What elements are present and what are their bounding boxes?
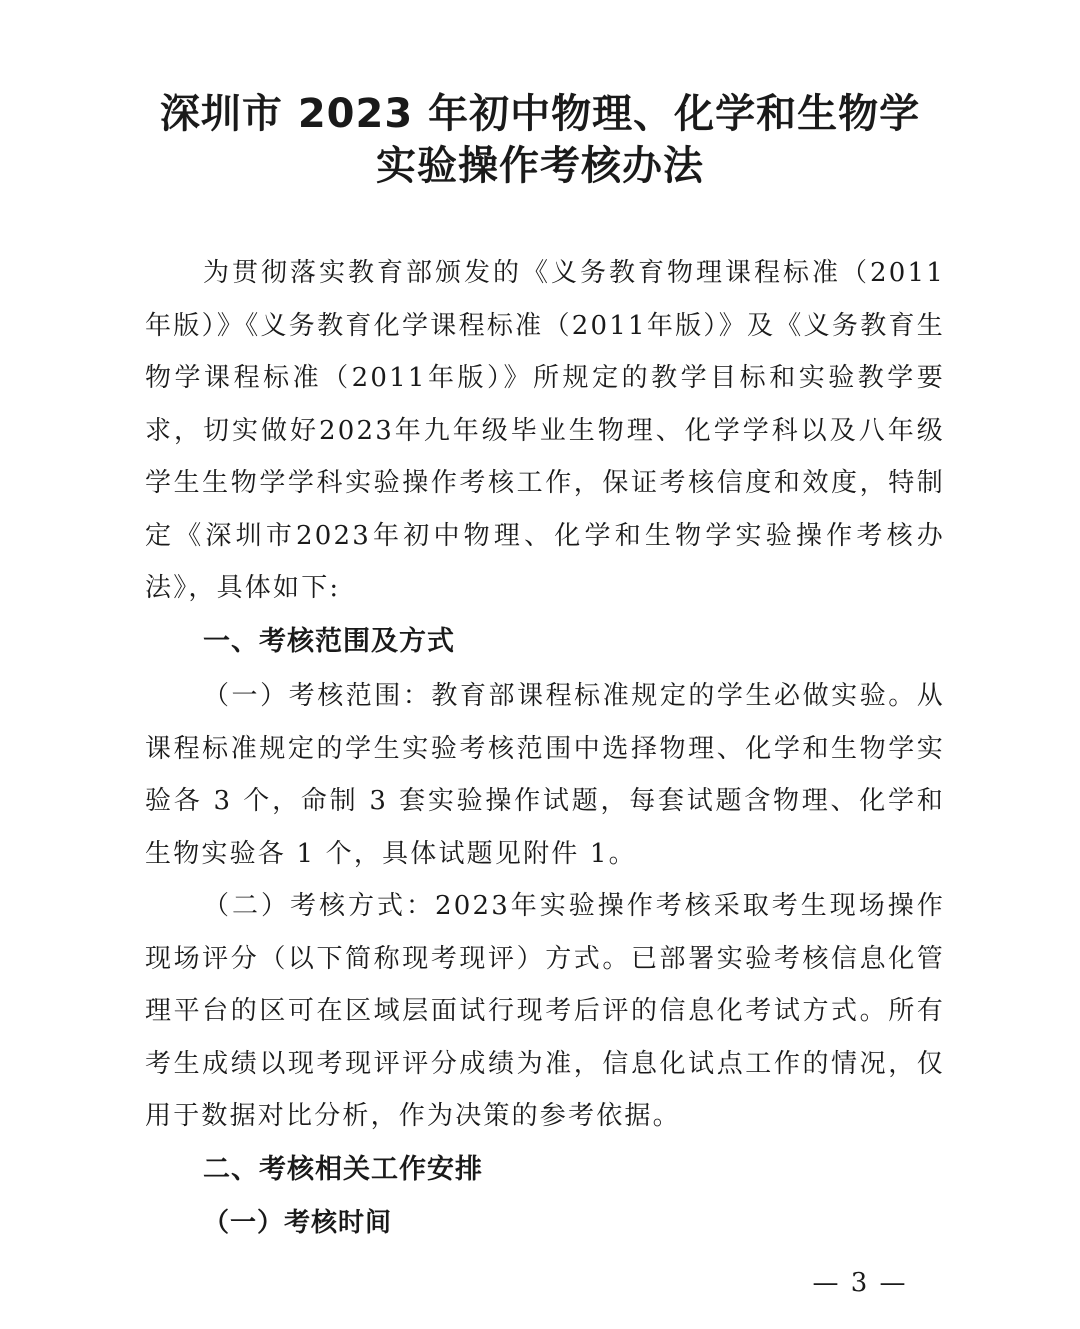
method-paragraph: （二）考核方式：2023年实验操作考核采取考生现场操作现场评分（以下简称现考现评）方式。已部署实验考核信息化管理平台的区可在区域层面试行现考后评的信息化考试方式。所有考生成绩以现考现评评分成绩为准，信息化试点工作的情况，仅用于数据对比分析，作为决策的参考依据。 [145, 891, 945, 1131]
document-title-line-2: 实验操作考核办法 [376, 143, 704, 189]
section-1-heading: 一、考核范围及方式 [203, 626, 455, 657]
exam-time-subheading: （一）考核时间 [203, 1208, 393, 1238]
scope-paragraph: （一）考核范围：教育部课程标准规定的学生必做实验。从课程标准规定的学生实验考核范围中选择物理、化学和生物学实验各 3 个，命制 3 套实验操作试题，每套试题含物理、化学和生物实验各 1 个，具体试题见附件 1。 [145, 681, 945, 869]
intro-paragraph: 为贯彻落实教育部颁发的《义务教育物理课程标准（2011年版）》《义务教育化学课程标准（2011年版）》及《义务教育生物学课程标准（2011年版）》所规定的教学目标和实验教学要求，切实做好2023年九年级毕业生物理、化学学科以及八年级学生生物学学科实验操作考核工作，保证考核信度和效度，特制定《深圳市2023年初中物理、化学和生物学实验操作考核办法》，具体如下: [145, 258, 945, 603]
section-2-heading: 二、考核相关工作安排 [203, 1154, 483, 1185]
document-title-line-1: 深圳市 2023 年初中物理、化学和生物学 [159, 91, 921, 137]
page-number: — 3 — [812, 1268, 908, 1298]
